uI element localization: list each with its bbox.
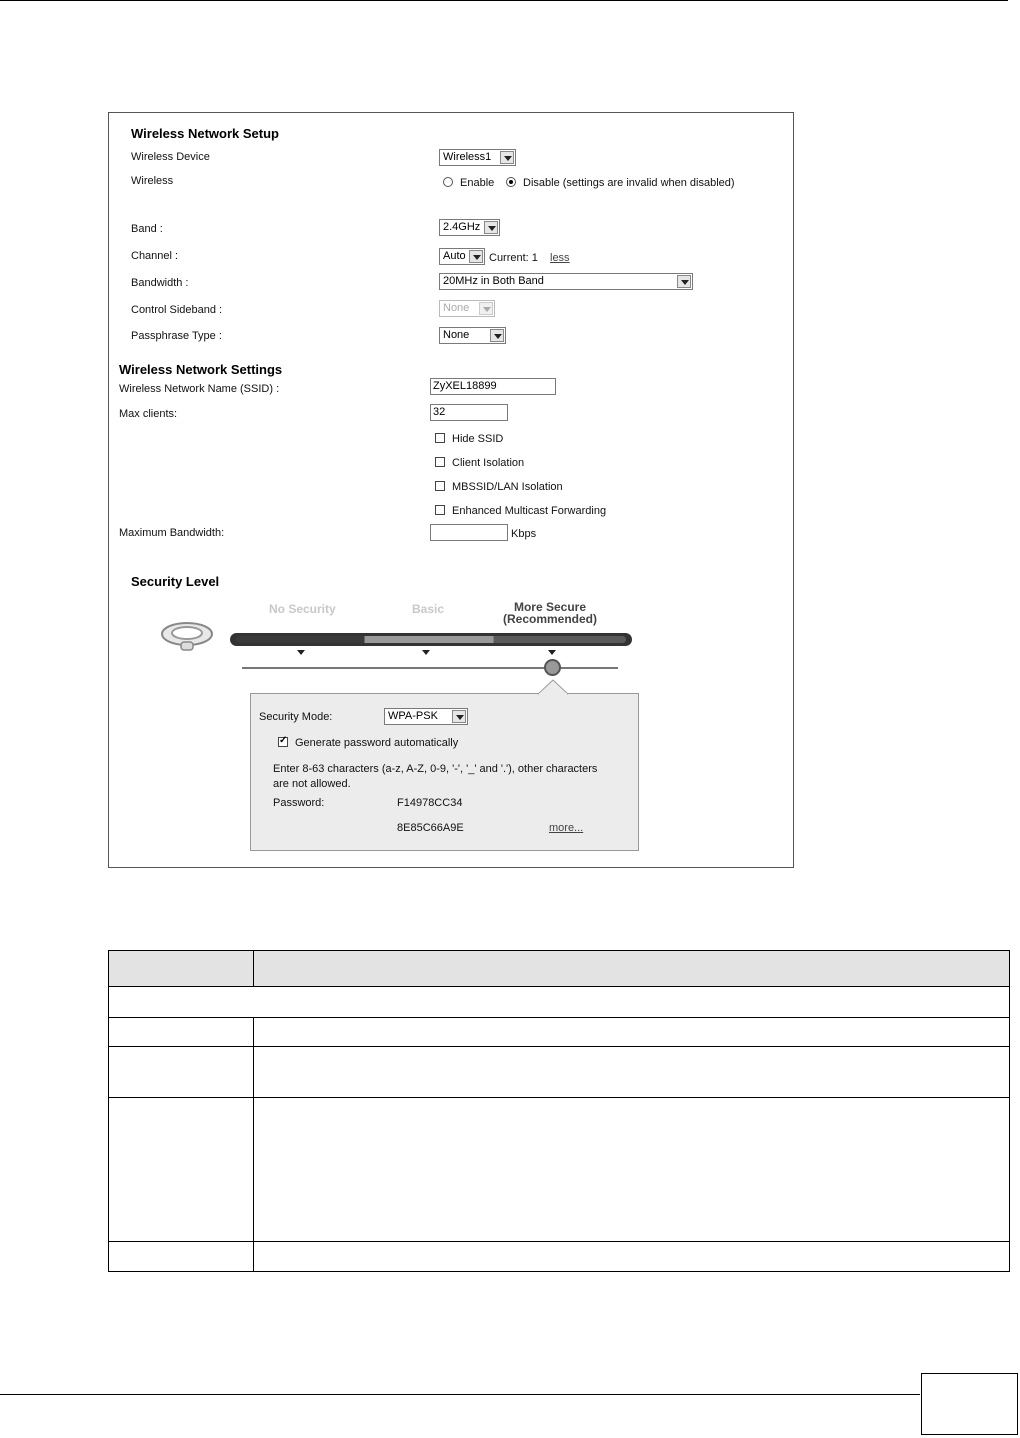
level-more-line1: More Secure xyxy=(513,600,587,614)
passphrase-label: Passphrase Type : xyxy=(131,330,222,342)
wireless-device-value: Wireless1 xyxy=(443,151,492,163)
generate-password-checkbox[interactable] xyxy=(278,737,288,747)
mbssid-isolation-label: MBSSID/LAN Isolation xyxy=(452,481,563,493)
level-no-security[interactable]: No Security xyxy=(269,602,336,616)
security-mode-label: Security Mode: xyxy=(259,711,333,723)
wireless-device-select[interactable] xyxy=(439,149,516,166)
max-bandwidth-input[interactable] xyxy=(430,524,508,541)
security-title: Security Level xyxy=(131,574,220,589)
chevron-down-icon xyxy=(452,710,466,723)
kbps-unit: Kbps xyxy=(511,528,537,540)
chevron-down-icon xyxy=(500,151,514,164)
less-link[interactable]: less xyxy=(550,252,570,264)
footer-rule xyxy=(0,1394,920,1395)
table-row-divider xyxy=(109,1017,1009,1018)
hide-ssid-checkbox[interactable] xyxy=(435,433,445,443)
table-row-divider xyxy=(109,1097,1009,1098)
wireless-device-label: Wireless Device xyxy=(131,151,210,163)
disable-radio[interactable] xyxy=(506,177,516,187)
slider-track xyxy=(242,667,618,669)
chevron-down-icon xyxy=(479,302,493,315)
table-row-divider xyxy=(109,986,1009,987)
enable-radio[interactable] xyxy=(443,177,453,187)
mbssid-isolation-checkbox[interactable] xyxy=(435,481,445,491)
client-isolation-checkbox[interactable] xyxy=(435,457,445,467)
client-isolation-label: Client Isolation xyxy=(452,457,525,469)
passphrase-select[interactable] xyxy=(439,327,506,344)
password-hint-line1: Enter 8-63 characters (a-z, A-Z, 0-9, '-', '_' and '.'), other characters xyxy=(273,763,598,775)
security-mode-panel xyxy=(250,693,639,851)
chevron-down-icon xyxy=(677,275,691,288)
sideband-label: Control Sideband : xyxy=(131,304,223,316)
bandwidth-value: 20MHz in Both Band xyxy=(443,275,544,287)
password-line1: F14978CC34 xyxy=(397,797,463,809)
wireless-setup-screen xyxy=(108,112,794,868)
tick-arrow-icon xyxy=(548,650,556,655)
table-row-divider xyxy=(109,1241,1009,1242)
chevron-down-icon xyxy=(484,221,498,234)
sideband-select[interactable] xyxy=(439,300,495,317)
bandwidth-select[interactable] xyxy=(439,273,693,290)
tick-arrow-icon xyxy=(422,650,430,655)
level-more-secure[interactable] xyxy=(489,601,611,625)
table-col-divider xyxy=(253,1017,254,1272)
chevron-down-icon xyxy=(469,250,483,263)
tick-arrow-icon xyxy=(297,650,305,655)
wireless-label: Wireless xyxy=(131,175,174,187)
slider-handle[interactable] xyxy=(544,659,561,676)
channel-select[interactable] xyxy=(439,248,485,265)
password-line2: 8E85C66A9E xyxy=(397,822,464,834)
channel-label: Channel : xyxy=(131,250,179,262)
disable-label: Disable (settings are invalid when disabled) xyxy=(523,177,735,189)
ssid-input[interactable]: ZyXEL18899 xyxy=(430,378,556,395)
password-label: Password: xyxy=(273,797,325,809)
multicast-forwarding-checkbox[interactable] xyxy=(435,505,445,515)
level-more-line2: (Recommended) xyxy=(502,612,597,626)
ssid-label: Wireless Network Name (SSID) : xyxy=(119,383,280,395)
security-level-fill xyxy=(236,636,626,643)
max-bandwidth-label: Maximum Bandwidth: xyxy=(119,527,225,539)
settings-title: Wireless Network Settings xyxy=(119,362,283,377)
band-label: Band : xyxy=(131,223,163,235)
bandwidth-label: Bandwidth : xyxy=(131,277,189,289)
page-number-box xyxy=(921,1373,1018,1435)
table-row-divider xyxy=(109,1046,1009,1047)
panel-pointer xyxy=(538,679,568,695)
header-rule xyxy=(0,0,1008,1)
multicast-forwarding-label: Enhanced Multicast Forwarding xyxy=(452,505,607,517)
passphrase-value: None xyxy=(443,329,470,341)
current-channel: Current: 1 xyxy=(489,252,538,264)
band-value: 2.4GHz xyxy=(443,221,481,233)
table-col-divider xyxy=(253,951,254,987)
max-clients-label: Max clients: xyxy=(119,408,178,420)
security-mode-value: WPA-PSK xyxy=(388,710,438,722)
password-hint-line2: are not allowed. xyxy=(273,778,351,790)
security-mode-select[interactable] xyxy=(384,708,468,725)
table-header-row xyxy=(109,951,1009,986)
hide-ssid-label: Hide SSID xyxy=(452,433,504,445)
chevron-down-icon xyxy=(490,329,504,342)
more-link[interactable]: more... xyxy=(549,822,584,834)
max-clients-input[interactable]: 32 xyxy=(430,404,508,421)
router-icon xyxy=(159,618,215,658)
level-basic[interactable]: Basic xyxy=(412,602,445,616)
band-select[interactable] xyxy=(439,219,500,236)
description-table xyxy=(108,950,1010,1272)
generate-password-label: Generate password automatically xyxy=(295,737,459,749)
channel-value: Auto xyxy=(443,250,466,262)
enable-label: Enable xyxy=(460,177,495,189)
setup-title: Wireless Network Setup xyxy=(131,126,279,141)
sideband-value: None xyxy=(443,302,470,314)
